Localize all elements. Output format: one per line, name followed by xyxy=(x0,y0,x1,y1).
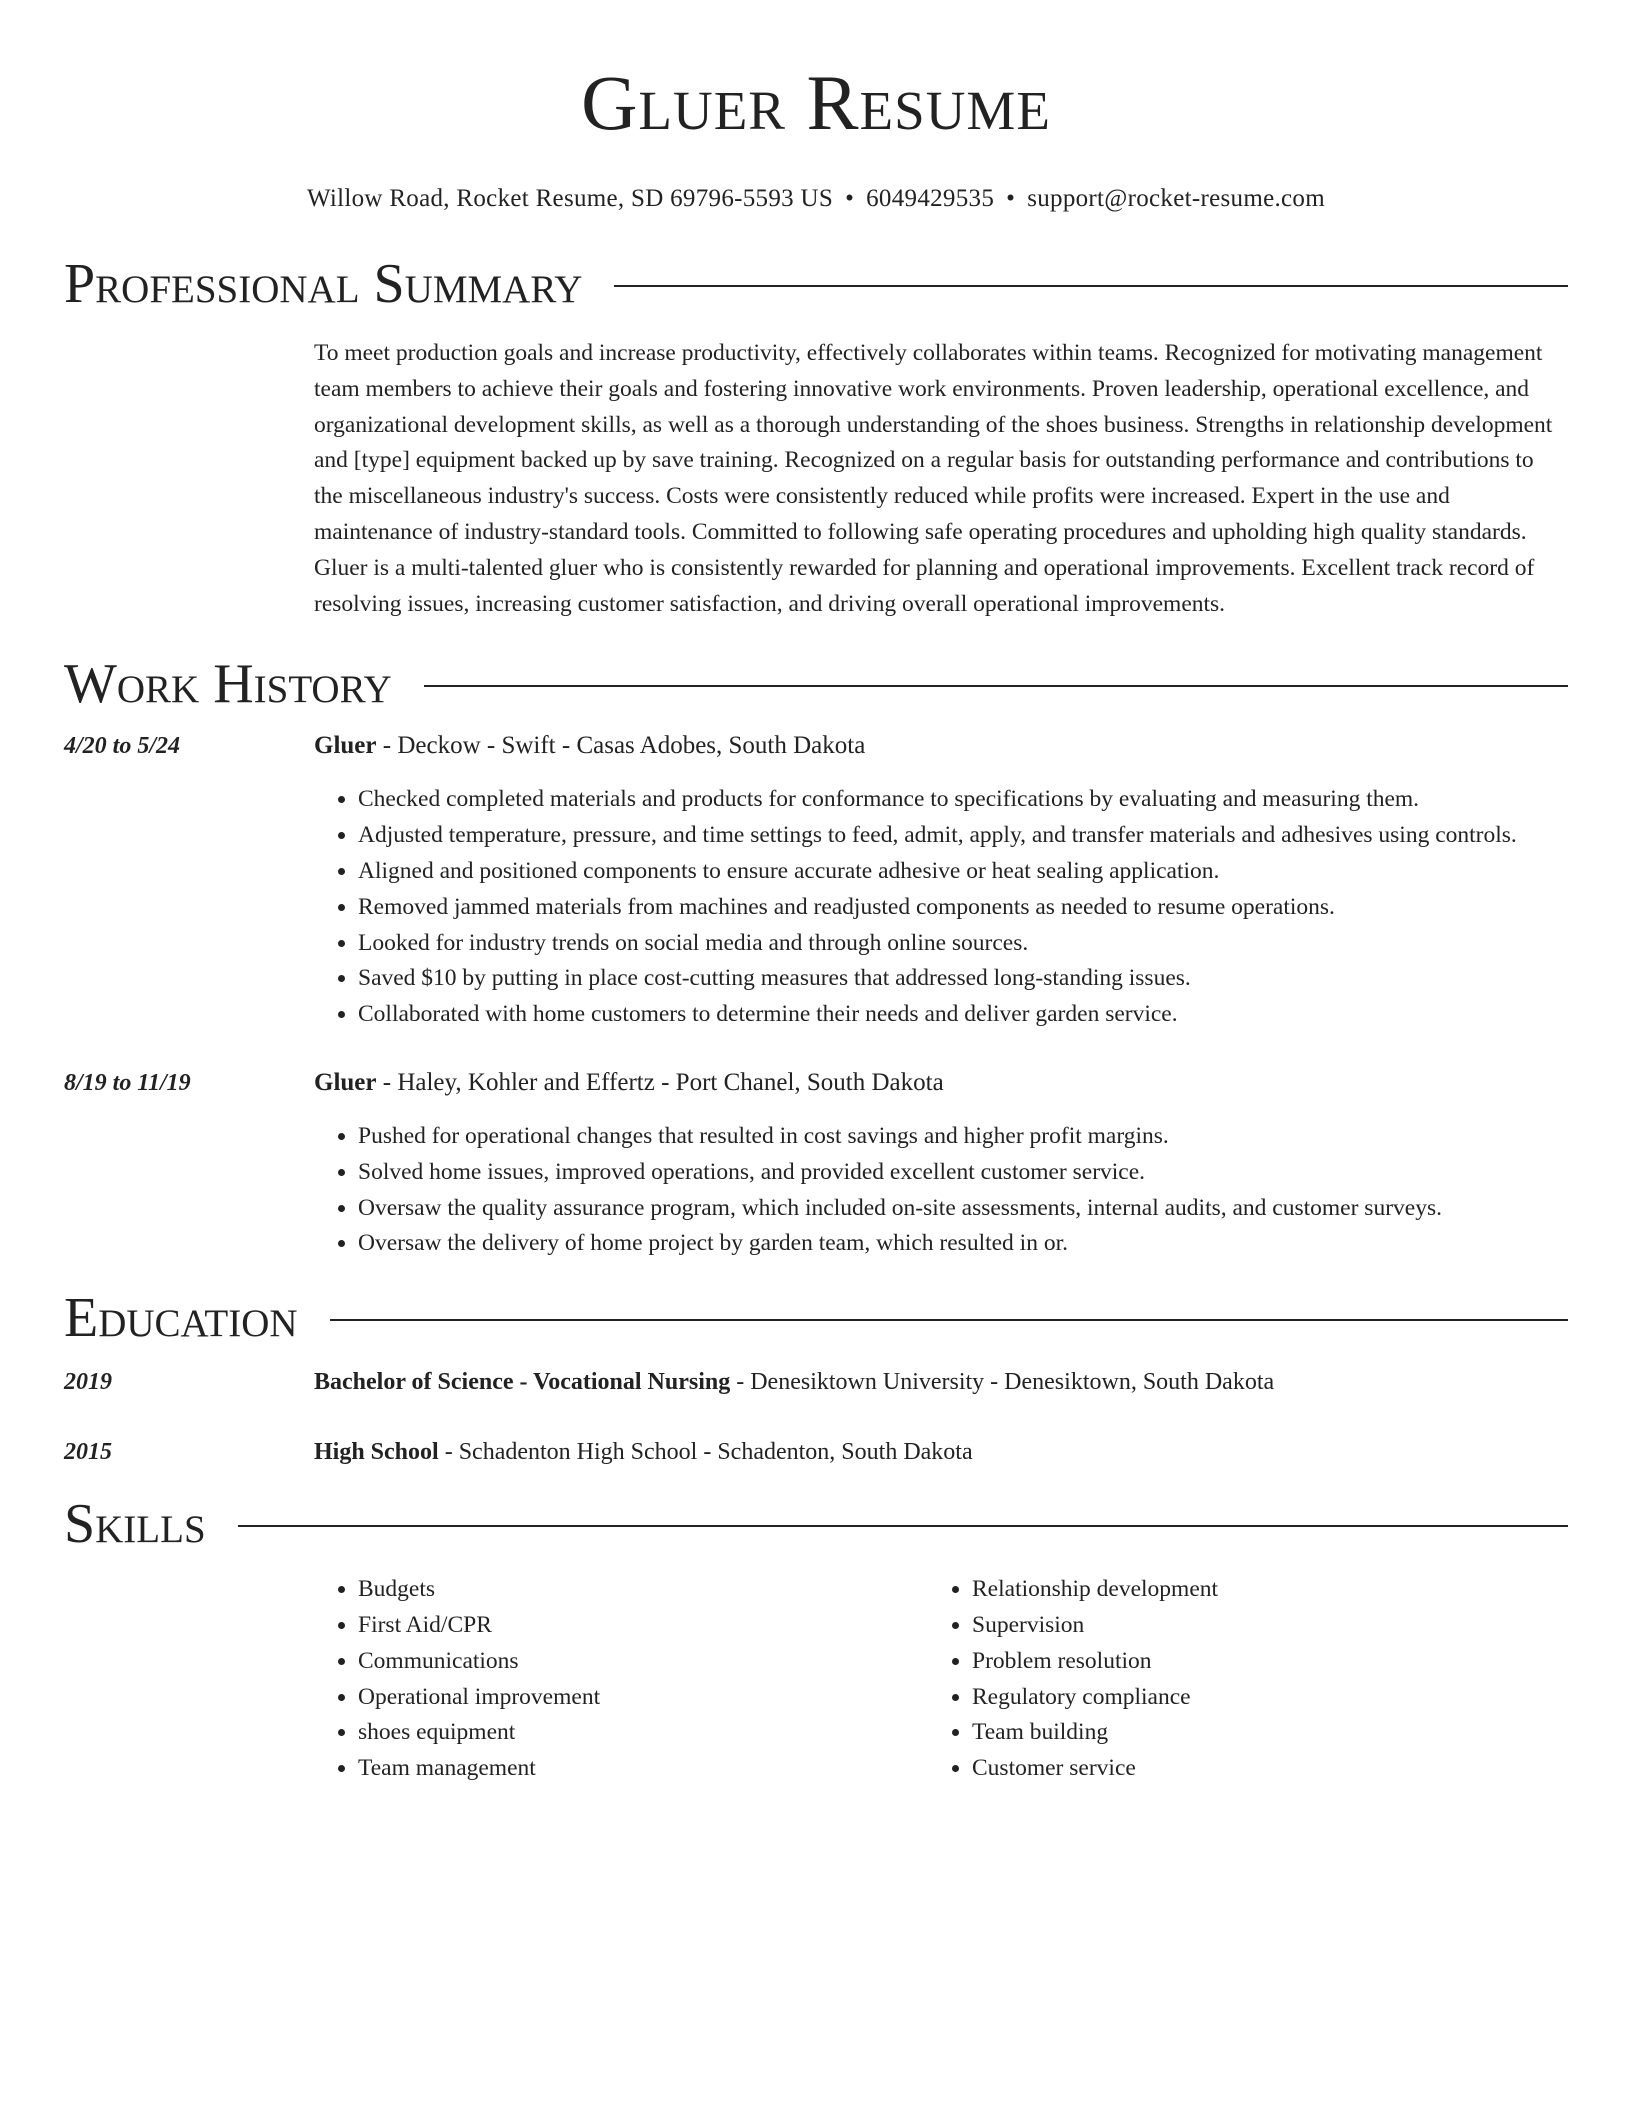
summary-heading xyxy=(64,252,1568,316)
summary-text: To meet production goals and increase productivity, effectively collaborates within teams. Recognized for motivating management team members to achieve their goals and fostering innovative work environments. Proven leadership, operational excellence, and organizational development skills, as well as a thorough understanding of the shoes business. Strengths in relationship development and [type] equipment backed up by save training. Recognized on a regular basis for outstanding performance and contributions to the miscellaneous industry's success. Costs were consistently reduced while profits were increased. Expert in the use and maintenance of industry-standard tools. Committed to following safe operating procedures and upholding high quality standards. Gluer is a multi-talented gluer who is consistently rewarded for planning and operational improvements. Excellent track record of resolving issues, increasing customer satisfaction, and driving overall operational improvements. xyxy=(314,340,1553,617)
list-item: • Looked for industry trends on social media and through online sources. xyxy=(358,926,1568,962)
education-school: - Schadenton High School - Schadenton, South Dakota xyxy=(438,1439,973,1466)
list-item: • Oversaw the delivery of home project by garden team, which resulted in or. xyxy=(358,1226,1568,1262)
education-heading xyxy=(64,1286,1568,1350)
skill-item: • Supervision xyxy=(972,1608,1218,1644)
contact-address: Willow Road, Rocket Resume, SD 69796-5593 US xyxy=(307,185,834,212)
section-divider xyxy=(330,1319,1568,1321)
job-body xyxy=(314,728,1568,1033)
contact-phone: 6049429535 xyxy=(866,185,995,212)
list-item: • Saved $10 by putting in place cost-cutting measures that addressed long-standing issues. xyxy=(358,961,1568,997)
list-item: • Adjusted temperature, pressure, and time settings to feed, admit, apply, and transfer materials and adhesives using controls. xyxy=(358,818,1568,854)
list-item: • Oversaw the quality assurance program, which included on-site assessments, internal audits, and customer surveys. xyxy=(358,1191,1568,1227)
job-bullets xyxy=(314,782,1568,1033)
education-body xyxy=(314,1434,1568,1470)
job-body xyxy=(314,1065,1568,1262)
job-employer: - Haley, Kohler and Effertz - Port Chanel, South Dakota xyxy=(376,1068,944,1096)
job-role: Gluer xyxy=(314,1068,377,1096)
skills-column-right xyxy=(928,1572,1218,1787)
list-item: • Collaborated with home customers to determine their needs and deliver garden service. xyxy=(358,997,1568,1033)
skill-item: • Team building xyxy=(972,1715,1218,1751)
job-role: Gluer xyxy=(314,732,377,760)
job-title xyxy=(314,1065,1568,1101)
contact-email: support@rocket-resume.com xyxy=(1027,185,1325,212)
skill-item: • Regulatory compliance xyxy=(972,1680,1218,1716)
job-entry xyxy=(64,728,1568,1033)
section-divider xyxy=(238,1525,1568,1527)
skill-item: • Team management xyxy=(358,1751,928,1787)
list-item: • Solved home issues, improved operations, and provided excellent customer service. xyxy=(358,1155,1568,1191)
contact-separator: • xyxy=(845,185,855,212)
skills-column-left xyxy=(314,1572,928,1787)
skills-list xyxy=(314,1572,1568,1787)
skill-item: • Relationship development xyxy=(972,1572,1218,1608)
work-history-heading xyxy=(64,652,1568,716)
education-school: - Denesiktown University - Denesiktown, South Dakota xyxy=(730,1369,1275,1396)
skills-heading xyxy=(64,1492,1568,1556)
list-item: • Aligned and positioned components to ensure accurate adhesive or heat sealing application. xyxy=(358,854,1568,890)
section-title: Skills xyxy=(64,1493,206,1556)
section-divider xyxy=(614,285,1568,287)
list-item: • Pushed for operational changes that resulted in cost savings and higher profit margins. xyxy=(358,1119,1568,1155)
list-item: • Removed jammed materials from machines and readjusted components as needed to resume operations. xyxy=(358,890,1568,926)
job-entry xyxy=(64,1065,1568,1262)
skill-item: • Customer service xyxy=(972,1751,1218,1787)
skill-item: • shoes equipment xyxy=(358,1715,928,1751)
skill-item: • Operational improvement xyxy=(358,1680,928,1716)
skill-item: • First Aid/CPR xyxy=(358,1608,928,1644)
job-dates: 4/20 to 5/24 xyxy=(64,733,181,760)
section-title: Education xyxy=(64,1287,298,1350)
contact-separator: • xyxy=(1006,185,1016,212)
skill-item: • Communications xyxy=(358,1644,928,1680)
resume-name: Gluer Resume xyxy=(581,59,1051,146)
education-year: 2019 xyxy=(64,1369,112,1396)
skill-item: • Problem resolution xyxy=(972,1644,1218,1680)
job-dates: 8/19 to 11/19 xyxy=(64,1069,191,1096)
education-degree: High School xyxy=(314,1439,439,1466)
section-title: Professional Summary xyxy=(64,253,583,315)
education-body xyxy=(314,1364,1568,1400)
list-item: • Checked completed materials and products for conformance to specifications by evaluating and measuring them. xyxy=(358,782,1568,818)
education-entry xyxy=(64,1434,1568,1470)
skill-item: • Budgets xyxy=(358,1572,928,1608)
job-employer: - Deckow - Swift - Casas Adobes, South Dakota xyxy=(376,732,866,760)
education-entry xyxy=(64,1364,1568,1400)
job-title xyxy=(314,728,1568,764)
section-divider xyxy=(424,685,1568,687)
job-bullets xyxy=(314,1119,1568,1262)
education-degree: Bachelor of Science - Vocational Nursing xyxy=(314,1369,731,1396)
section-title: Work History xyxy=(64,653,392,716)
education-year: 2015 xyxy=(64,1439,112,1466)
contact-line xyxy=(64,184,1568,214)
